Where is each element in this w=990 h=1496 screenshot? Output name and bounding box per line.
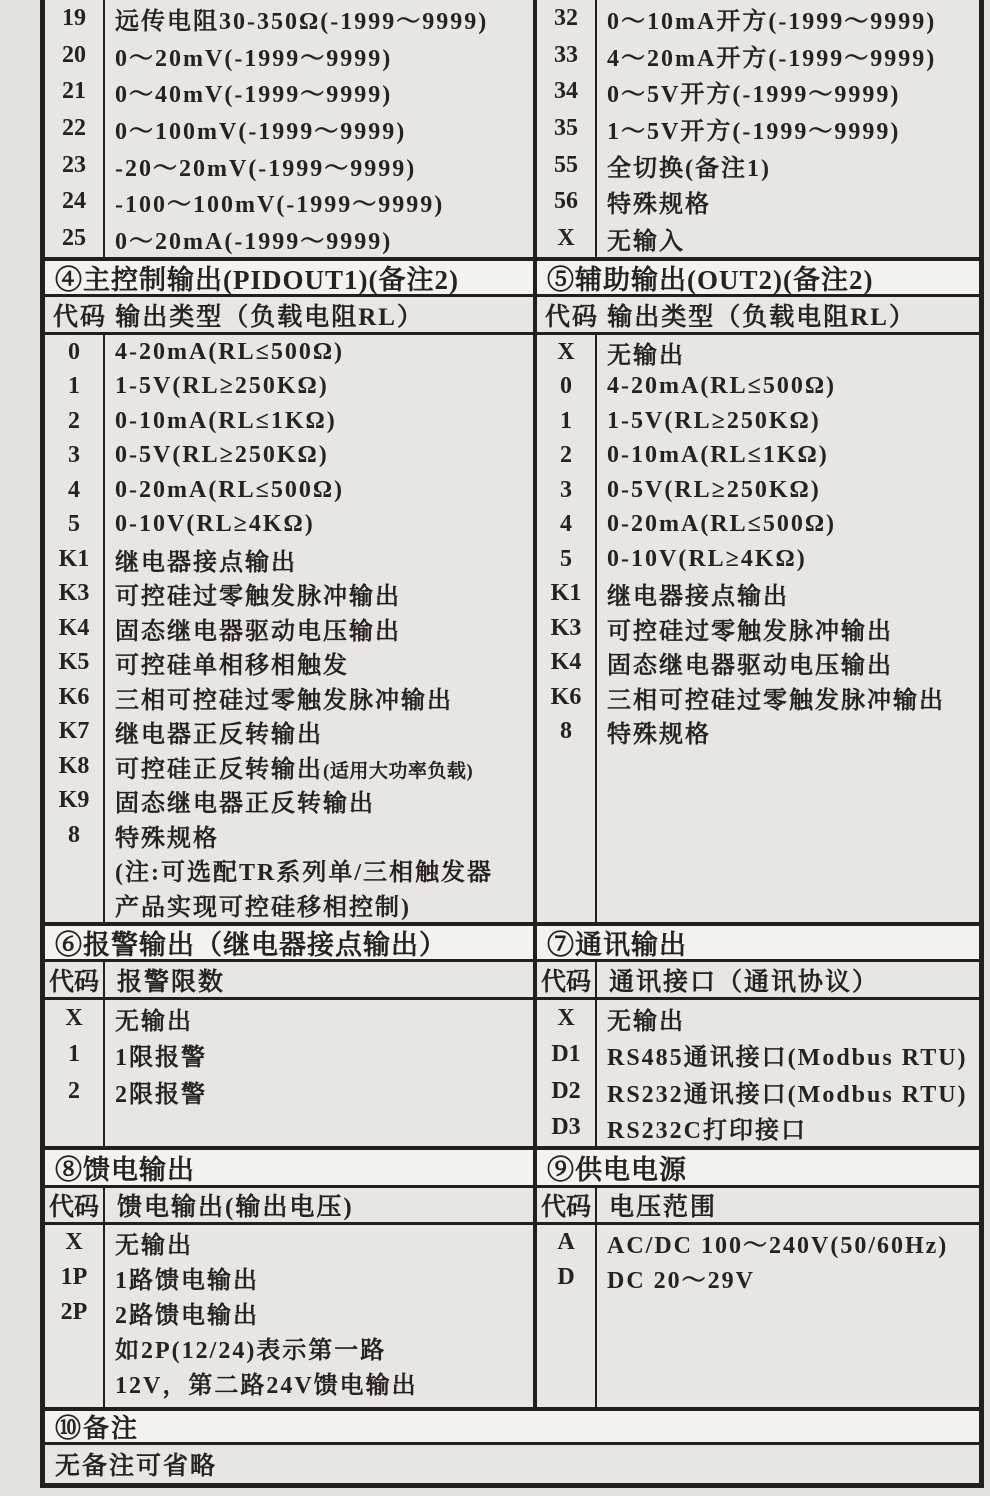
row-desc: 继电器接点输出 <box>115 549 297 576</box>
row-desc: 1～5V开方(-1999～9999) <box>607 118 901 145</box>
row-code: 34 <box>554 78 578 105</box>
row-desc: RS232C打印接口 <box>607 1118 808 1145</box>
row-code: A <box>557 1229 575 1255</box>
row-desc: 特殊规格 <box>607 722 711 749</box>
section-9-title: ⑨供电电源 <box>547 1155 687 1185</box>
table-row <box>45 439 533 474</box>
column-header-5: 代码 输出类型（负载电阻RL） <box>545 303 916 331</box>
row-desc: 全切换(备注1) <box>607 155 771 182</box>
table-row <box>45 1225 533 1260</box>
section-10-header <box>45 1407 979 1445</box>
row-code: D <box>557 1264 575 1290</box>
row-desc: (注:可选配TR系列单/三相触发器 <box>115 860 493 887</box>
row-code: 1 <box>68 373 80 400</box>
row-desc: AC/DC 100～240V(50/60Hz) <box>607 1233 949 1259</box>
row-code: 2 <box>560 442 572 469</box>
table-row <box>45 1073 533 1110</box>
table-row <box>537 0 979 37</box>
table-row <box>45 784 533 819</box>
row-code: 21 <box>62 78 86 105</box>
row-code: 3 <box>560 476 572 503</box>
table-row <box>537 37 979 74</box>
section-6-7-header <box>45 922 979 962</box>
row-desc: 1-5V(RL≥250KΩ) <box>607 407 821 434</box>
table-row <box>45 680 533 715</box>
row-desc: 继电器接点输出 <box>607 584 789 611</box>
table-row <box>45 853 533 888</box>
row-code: K4 <box>58 614 90 641</box>
section-6-7-data <box>45 1000 979 1146</box>
column-header-6 <box>45 962 537 997</box>
table-row <box>537 1260 979 1295</box>
section-9-rows <box>537 1225 979 1407</box>
table-row <box>45 1000 533 1037</box>
row-code: 5 <box>68 511 80 538</box>
row-desc: 0～5V开方(-1999～9999) <box>607 82 901 109</box>
row-desc: 4-20mA(RL≤500Ω) <box>115 338 345 365</box>
row-desc: 0～100mV(-1999～9999) <box>115 118 407 145</box>
row-desc: 特殊规格 <box>607 192 711 219</box>
notes-title: ⑩备注 <box>55 1414 140 1443</box>
row-code: X <box>65 1229 83 1255</box>
column-header-9 <box>537 1188 979 1222</box>
row-desc: 继电器正反转输出 <box>115 722 323 749</box>
row-code: K7 <box>58 718 90 745</box>
section-4-5-header <box>45 257 979 297</box>
table-row <box>537 1225 979 1260</box>
row-code: X <box>557 1004 575 1031</box>
table-row <box>45 749 533 784</box>
row-code: 23 <box>62 151 86 178</box>
table-row <box>45 183 533 220</box>
row-desc: 0～10mA开方(-1999～9999) <box>607 8 937 35</box>
row-desc: 特殊规格 <box>115 825 219 852</box>
input-codes-left <box>45 0 537 257</box>
input-codes-section <box>45 0 979 257</box>
row-desc: 2路馈电输出 <box>115 1303 259 1329</box>
row-desc: -20～20mV(-1999～9999) <box>115 155 417 182</box>
row-code: K3 <box>550 614 582 641</box>
row-code: 2 <box>68 407 80 434</box>
code-header-8: 代码 <box>45 1188 105 1222</box>
table-row <box>45 715 533 750</box>
table-row <box>45 1365 533 1400</box>
section-7-rows <box>537 1000 979 1146</box>
table-row <box>45 818 533 853</box>
code-header-7-label: 通讯接口（通讯协议） <box>609 968 880 996</box>
row-code: K1 <box>550 580 582 607</box>
section-8-title: ⑧馈电输出 <box>45 1150 537 1185</box>
column-header-7 <box>537 962 979 997</box>
row-desc: 无输出 <box>607 342 685 369</box>
row-code: 0 <box>68 338 80 365</box>
row-desc: 0-20mA(RL≤500Ω) <box>115 476 345 503</box>
row-code: K5 <box>58 649 90 676</box>
table-row <box>45 73 533 110</box>
table-row <box>45 335 533 370</box>
row-desc: 无输出 <box>607 1008 685 1035</box>
section-8-9-data <box>45 1225 979 1407</box>
table-row <box>537 1037 979 1074</box>
row-code: D1 <box>551 1041 581 1068</box>
row-desc: 0-10mA(RL≤1KΩ) <box>115 407 337 434</box>
row-code: 24 <box>62 188 86 215</box>
table-row <box>45 1295 533 1330</box>
table-row <box>45 37 533 74</box>
code-header-6: 代码 <box>45 962 105 997</box>
section-6-rows <box>45 1000 537 1146</box>
row-code: 19 <box>62 4 86 31</box>
section-7-title: ⑦通讯输出 <box>547 930 687 960</box>
row-desc: 1路馈电输出 <box>115 1268 259 1294</box>
row-code: 8 <box>560 718 572 745</box>
row-desc: 产品实现可控硅移相控制) <box>115 894 411 921</box>
table-row <box>537 577 979 612</box>
table-row <box>45 147 533 184</box>
row-code: K9 <box>58 787 90 814</box>
row-desc: 固态继电器正反转输出 <box>115 791 375 818</box>
row-desc: 无输出 <box>115 1233 193 1259</box>
row-code: K6 <box>58 683 90 710</box>
row-desc: 0-5V(RL≥250KΩ) <box>115 442 329 469</box>
table-row <box>45 370 533 405</box>
table-row <box>537 680 979 715</box>
row-code: K8 <box>58 752 90 779</box>
row-desc: RS485通讯接口(Modbus RTU) <box>607 1045 968 1072</box>
table-row <box>537 335 979 370</box>
section-8-9-header <box>45 1146 979 1188</box>
table-row <box>45 611 533 646</box>
table-row <box>537 715 979 750</box>
row-desc: 可控硅过零触发脉冲输出 <box>115 584 401 611</box>
table-row <box>537 508 979 543</box>
row-desc: 三相可控硅过零触发脉冲输出 <box>607 687 945 714</box>
row-desc: 远传电阻30-350Ω(-1999～9999) <box>115 8 489 35</box>
code-header-9: 代码 <box>537 1188 597 1222</box>
row-desc: 可控硅过零触发脉冲输出 <box>607 618 893 645</box>
row-code: 2 <box>68 1077 80 1104</box>
row-code: 8 <box>68 821 80 848</box>
table-row <box>45 577 533 612</box>
row-code: 4 <box>68 476 80 503</box>
table-row <box>45 542 533 577</box>
row-desc: 可控硅单相移相触发 <box>115 653 349 680</box>
row-desc: 固态继电器驱动电压输出 <box>607 653 893 680</box>
input-codes-right <box>537 0 979 257</box>
row-desc: 三相可控硅过零触发脉冲输出 <box>115 687 453 714</box>
row-desc: 4-20mA(RL≤500Ω) <box>607 373 837 400</box>
section-5-title: ⑤辅助输出(OUT2)(备注2) <box>547 265 874 295</box>
row-desc: 12V，第二路24V馈电输出 <box>115 1373 418 1399</box>
row-code: 25 <box>62 224 86 251</box>
row-desc: 0-20mA(RL≤500Ω) <box>607 511 837 538</box>
section-4-title: ④主控制输出(PIDOUT1)(备注2) <box>45 261 537 294</box>
section-8-9-columns <box>45 1188 979 1225</box>
table-row <box>537 611 979 646</box>
code-header-6-label: 报警限数 <box>117 968 226 996</box>
row-desc: DC 20～29V <box>607 1268 755 1294</box>
row-code: 1P <box>60 1264 88 1290</box>
table-row <box>537 1073 979 1110</box>
row-code: 4 <box>560 511 572 538</box>
table-row <box>45 1260 533 1295</box>
section-4-5-data <box>45 335 979 922</box>
row-desc: 无输出 <box>115 1008 193 1035</box>
row-code: 0 <box>560 373 572 400</box>
table-row <box>45 508 533 543</box>
row-desc: 2限报警 <box>115 1081 207 1108</box>
row-code: X <box>557 338 575 365</box>
row-desc: RS232通讯接口(Modbus RTU) <box>607 1081 968 1108</box>
row-code: 22 <box>62 114 86 141</box>
order-code-table <box>40 0 984 1488</box>
notes-content: 无备注可省略 <box>55 1453 218 1480</box>
table-row <box>45 1330 533 1365</box>
row-code: 20 <box>62 41 86 68</box>
row-code: K3 <box>58 580 90 607</box>
row-desc: 0-5V(RL≥250KΩ) <box>607 476 821 503</box>
row-desc: 1-5V(RL≥250KΩ) <box>115 373 329 400</box>
section-10-content <box>45 1445 979 1483</box>
code-header-7: 代码 <box>537 962 597 997</box>
row-desc-note: (适用大功率负载) <box>323 760 474 782</box>
table-row <box>537 110 979 147</box>
row-code: 5 <box>560 545 572 572</box>
table-row <box>45 404 533 439</box>
section-4-5-columns <box>45 297 979 335</box>
section-8-rows <box>45 1225 537 1407</box>
row-desc: 0～40mV(-1999～9999) <box>115 82 393 109</box>
row-code: D2 <box>551 1077 581 1104</box>
table-row <box>537 1110 979 1147</box>
column-header-4: 代码 输出类型（负载电阻RL） <box>45 297 537 332</box>
row-desc: 0～20mA(-1999～9999) <box>115 228 393 255</box>
table-row <box>45 887 533 922</box>
table-row <box>45 110 533 147</box>
section-6-title: ⑥报警输出（继电器接点输出） <box>45 926 537 959</box>
table-row <box>537 473 979 508</box>
row-code: K4 <box>550 649 582 676</box>
row-code: 56 <box>554 188 578 215</box>
row-desc: 1限报警 <box>115 1045 207 1072</box>
code-header-9-label: 电压范围 <box>609 1194 718 1221</box>
row-code: K6 <box>550 683 582 710</box>
table-row <box>537 370 979 405</box>
row-code: X <box>557 224 575 251</box>
row-desc: -100～100mV(-1999～9999) <box>115 192 445 219</box>
table-row <box>45 473 533 508</box>
table-row <box>45 220 533 257</box>
code-header-8-label: 馈电输出(输出电压) <box>117 1194 354 1221</box>
row-desc: 4～20mA开方(-1999～9999) <box>607 45 937 72</box>
section-6-7-columns <box>45 962 979 1000</box>
row-desc: 固态继电器驱动电压输出 <box>115 618 401 645</box>
table-row <box>45 0 533 37</box>
row-code: 3 <box>68 442 80 469</box>
column-header-8 <box>45 1188 537 1222</box>
row-desc: 0～20mV(-1999～9999) <box>115 45 393 72</box>
section-5-rows <box>537 335 979 922</box>
table-row <box>537 542 979 577</box>
row-code: 1 <box>560 407 572 434</box>
table-row <box>537 439 979 474</box>
table-row <box>537 646 979 681</box>
table-row <box>537 1000 979 1037</box>
row-desc: 0-10V(RL≥4KΩ) <box>607 545 807 572</box>
row-code: 32 <box>554 4 578 31</box>
row-code: 2P <box>60 1299 88 1325</box>
row-code: 33 <box>554 41 578 68</box>
row-code: D3 <box>551 1114 581 1141</box>
row-desc: 0-10mA(RL≤1KΩ) <box>607 442 829 469</box>
row-desc: 如2P(12/24)表示第一路 <box>115 1338 387 1364</box>
table-row <box>537 73 979 110</box>
row-code: 1 <box>68 1041 80 1068</box>
row-code: K1 <box>58 545 90 572</box>
row-desc: 0-10V(RL≥4KΩ) <box>115 511 315 538</box>
row-code: 55 <box>554 151 578 178</box>
table-row <box>45 1037 533 1074</box>
row-code: X <box>65 1004 83 1031</box>
table-row <box>537 147 979 184</box>
row-desc: 可控硅正反转输出(适用大功率负载) <box>115 756 474 783</box>
table-row <box>537 183 979 220</box>
section-4-rows <box>45 335 537 922</box>
row-desc: 无输入 <box>607 228 685 255</box>
row-code: 35 <box>554 114 578 141</box>
table-row <box>537 220 979 257</box>
table-row <box>45 646 533 681</box>
table-row <box>537 404 979 439</box>
